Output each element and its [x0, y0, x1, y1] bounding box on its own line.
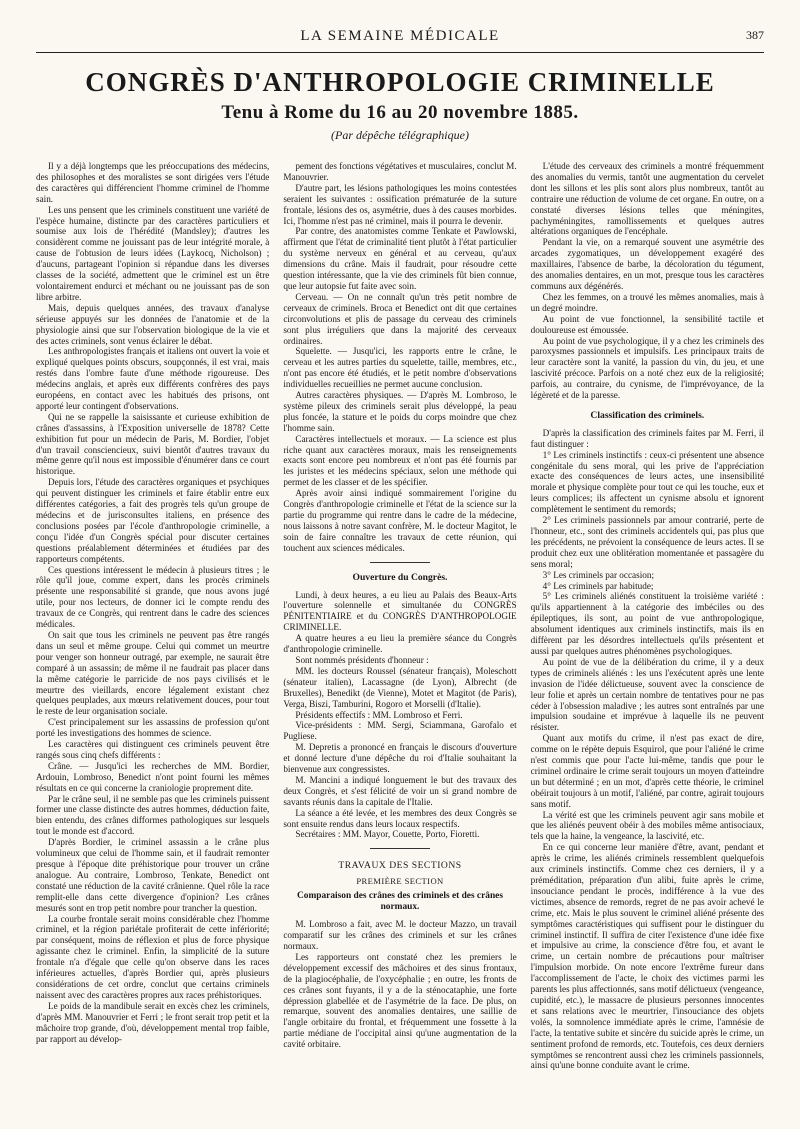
- paragraph: Le poids de la mandibule serait en excès chez les criminels, d'après MM. Manouvrier et Ferri ; le front serait trop petit et la mâchoire trop grande, d'où, développement mental trop faible, par rapport au dévelop-: [36, 1000, 270, 1044]
- heading-classification: Classification des criminels.: [590, 409, 705, 421]
- paragraph: Les anthropologistes français et italiens ont ouvert la voie et expliqué quelques points obscurs, soupçonnés, il est vrai, mais restés dans l'ombre faute d'une méthode rigoureuse. Des médecins anglais, et après eux différents confrères des pays européens, en contact avec les habitués des prisons, ont apporté leur contingent d'observations.: [36, 346, 270, 411]
- heading-section: PREMIÈRE SECTION: [356, 876, 444, 887]
- paragraph: Les uns pensent que les criminels constituent une variété de l'espèce humaine, distincte par des caractères particuliers et soumise aux lois de l'hérédité (Mandsley); d'autres les considèrent comme ne jouissant pas de leur intégrité morale, à cause de l'obtusion de leurs idées (Laykocq, Nicholson) ; d'aucuns, partageant l'opinion si répandue dans les diverses classes de la société, admettent que le criminel est un être volontairement endurci et méchant ou ne jouissant pas de son libre arbitre.: [36, 204, 270, 302]
- paragraph: Présidents effectifs : MM. Lombroso et Ferri.: [295, 709, 463, 720]
- paragraph: Crâne. — Jusqu'ici les recherches de MM. Bordier, Ardouin, Lombroso, Benedict n'ont point fourni les mêmes résultats en ce qui concerne la craniologie proprement dite.: [36, 760, 270, 793]
- paragraph: Par le crâne seul, il ne semble pas que les criminels puissent former une classe distincte des autres hommes, déduction faite, bien entendu, des crânes difformes pathologiques sur lesquels tout le monde est d'accord.: [36, 793, 270, 837]
- paragraph: Il y a déjà longtemps que les préoccupations des médecins, des philosophes et des moralistes se sont dirigées vers l'étude des caractères qui différencient l'homme criminel de l'homme sain.: [36, 161, 270, 204]
- header-rule: [36, 52, 764, 53]
- paragraph: 3° Les criminels par occasion;: [542, 569, 654, 580]
- paragraph: Au point de vue fonctionnel, la sensibilité tactile et douloureuse est émoussée.: [530, 313, 764, 335]
- comparaison-paragraphs: [283, 919, 516, 1050]
- paragraph: D'après Bordier, le criminel assassin a le crâne plus volumineux que celui de l'homme sain, et il faudrait remonter presque à l'époque dite préhistorique pour trouver un crâne analogue. Au contraire, Lombroso, Tenkate, Benedict ont constaté une réduction de la cavité crânienne. Quel rôle la race remplit-elle dans cette divergence d'opinion? Les crânes mesurés sont en trop petit nombre pour trancher la question.: [36, 837, 270, 913]
- paragraph: La vérité est que les criminels peuvent agir sans mobile et que les aliénés peuvent obéir à des mobiles même antisociaux, tels que la haine, la vengeance, la lascivité, etc.: [530, 809, 764, 842]
- running-header: [36, 28, 764, 50]
- paragraph: 1° Les criminels instinctifs : ceux-ci présentent une absence congénitale du sens moral, qui les prive de l'appréciation exacte des conséquences de leurs actes, une insensibilité morale et physique complète pour tout ce qui les touche, eux et leurs complices; ils affectent un cynisme absolu et ignorent complètement le sentiment du remords;: [530, 449, 764, 515]
- paragraph: Vice-présidents : MM. Sergi, Sciammana, Garofalo et Pugliese.: [283, 720, 517, 742]
- heading-comparaison: Comparaison des crânes des criminels et des crânes normaux.: [297, 891, 503, 913]
- paragraph: Sont nommés présidents d'honneur :: [295, 654, 429, 665]
- paragraph: Après avoir ainsi indiqué sommairement l'origine du Congrès d'anthropologie criminelle et l'état de la science sur la partie du programme qui rentre dans le cadre de la médecine, nous laissons à notre savant confrère, M. le docteur Magitot, le soin de faire connaître les travaux de cette réunion, qui touchent aux sciences médicales.: [283, 488, 517, 553]
- paragraph: M. Lombroso a fait, avec M. le docteur Mazzo, un travail comparatif sur les crânes des criminels et sur les crânes normaux.: [283, 919, 517, 951]
- journal-title: LA SEMAINE MÉDICALE: [300, 28, 500, 44]
- paragraph: Les rapporteurs ont constaté chez les premiers le développement excessif des mâchoires et des sinus frontaux, de la plagiocéphalie, de l'oxycéphalie ; en outre, les fronts de ces crânes sont fuyants, il y a de la sténocataphie, une forte dépression glabellée et de l'asymétrie de la face. De plus, on remarque, souvent des anomalies dentaires, une saillie de l'angle orbitaire du frontal, et fréquemment une fossette à la partie médiane de l'occipital ainsi qu'une augmentation de la cavité orbitaire.: [283, 951, 517, 1050]
- paragraph: Quant aux motifs du crime, il n'est pas exact de dire, comme on le répète depuis Esquirol, que pour l'aliéné le crime n'est commis que pour l'acte lui-même, tandis que pour le criminel ordinaire le crime serait toujours un moyen d'atteindre un but déterminé ; en un mot, d'après cette théorie, le criminel obéirait toujours à un motif, l'aliéné, par contre, agirait toujours sans motif.: [530, 733, 764, 809]
- paragraph: La courbe frontale serait moins considérable chez l'homme criminel, et la région pariétale profiterait de cette infériorité; par conséquent, moins de réflexion et plus de force physique agissante chez le criminel. Enfin, la simplicité de la suture frontale n'a d'égale que celle qu'on observe dans les races inférieures actuelles, d'après Bordier qui, après plusieurs considérations de cet ordre, conclut que certains criminels naissent avec des caractères propres aux races préhistoriques.: [36, 913, 270, 1000]
- paragraph: La séance a été levée, et les membres des deux Congrès se sont ensuite rendus dans leurs locaux respectifs.: [283, 807, 517, 829]
- paragraph: A quatre heures a eu lieu la première séance du Congrès d'anthropologie criminelle.: [283, 633, 517, 655]
- paragraph: M. Depretis a prononcé en français le discours d'ouverture et donné lecture d'une dépêche du roi d'Italie souhaitant la bienvenue aux congressistes.: [283, 742, 517, 775]
- paragraph: Mais, depuis quelques années, des travaux d'analyse sérieuse appuyés sur les données de l'anatomie et de la physiologie ainsi que sur l'observation biologique de la vie et des actes criminels, sont venus éclairer le débat.: [36, 302, 270, 346]
- paragraph: Au point de vue psychologique, il y a chez les criminels des paroxysmes passionnels et impulsifs. Les principaux traits de leur caractère sont la vanité, la passion du vin, du jeu, et une lascivité précoce. Parfois on a noté chez eux de la religiosité; parfois, au contraire, du cynisme, de l'imprévoyance, de la légèreté et de la paresse.: [530, 335, 764, 401]
- paragraph: Pendant la vie, on a remarqué souvent une asymétrie des arcades zygomatiques, un développement exagéré des maxillaires, l'absence de barbe, la décoloration du tégument, des anomalies dentaires, en un mot, presque tous les caractères communs aux dégénérés.: [530, 237, 764, 291]
- column-2: [283, 161, 516, 1071]
- article-title: CONGRÈS D'ANTHROPOLOGIE CRIMINELLE: [85, 67, 715, 97]
- paragraph: 2° Les criminels passionnels par amour contrarié, perte de l'honneur, etc., sont des criminels accidentels qui, pas plus que les précédents, ne prévoient la conséquence de leurs actes. Il se produit chez eux une oblitération momentanée et passagère du sens moral;: [530, 515, 764, 569]
- paragraph: En ce qui concerne leur manière d'être, avant, pendant et après le crime, les aliénés criminels ressemblent quelquefois aux criminels instinctifs. Comme chez ces derniers, il y a préméditation, préparation d'un alibi, fuite après le crime, insouciance pendant le procès, indifférence à la vue des victimes, absence de remords, regret de ne pas avoir achevé le crime, etc. Mais le plus souvent le criminel aliéné présente des symptômes caractéristiques qui suffisent pour le distinguer du criminel instinctif. Il suffira de citer l'existence d'une idée fixe et impulsive au crime, la conscience d'être fou, et avant le crime, un certain nombre de précautions pour maîtriser l'impulsion morbide. On note encore l'extrême fureur dans l'accomplissement de l'acte, le choix des victimes parmi les parents les plus affectionnés, sans motif délictueux (vengeance, cupidité, etc.), le massacre de plusieurs personnes innocentes et sans relations avec le meurtrier, l'insouciance des objets volés, la somnolence immédiate après le crime, l'amnésie de l'acte, la tentative subite et sincère du suicide après le crime, un sentiment profond de remords, etc. Toutefois, ces deux derniers symptômes se rencontrent aussi chez les criminels passionnels, ainsi qu'une bonne conduite avant le crime.: [530, 842, 764, 1071]
- article-note: (Par dépêche télégraphique): [331, 128, 469, 142]
- paragraph: Les caractères qui distinguent ces criminels peuvent être rangés sous cinq chefs différents :: [36, 739, 270, 760]
- paragraph: Au point de vue de la délibération du crime, il y a deux types de criminels aliénés : les uns l'exécutent après une lente invasion de l'idée délictueuse, souvent avec la conscience de leur folie et après un certain nombre de tentatives pour ne pas céder à l'obsession maladive ; les autres sont entraînés par une impulsion soudaine et imprévue à laquelle ils ne peuvent résister.: [530, 656, 764, 733]
- paragraph: Caractères intellectuels et moraux. — La science est plus riche quant aux caractères moraux, mais les renseignements exacts sont encore peu nombreux et n'ont pas été fournis par les juristes et les médecins spéciaux, selon une méthode qui permet de les classer et de les spécifier.: [283, 433, 517, 488]
- heading-ouverture: Ouverture du Congrès.: [352, 571, 448, 583]
- paragraph: pement des fonctions végétatives et musculaires, conclut M. Manouvrier.: [283, 161, 517, 182]
- paragraph: Qui ne se rappelle la saisissante et curieuse exhibition de crânes d'assassins, à l'Exposition universelle de 1878? Cette exhibition fut pour un médecin de Paris, M. Bordier, l'objet d'un travail consciencieux, suivi bientôt d'autres travaux du même genre qu'il nous est impossible d'énumérer dans ce court historique.: [36, 411, 270, 477]
- article-subtitle: Tenu à Rome du 16 au 20 novembre 1885.: [221, 102, 579, 123]
- paragraph: C'est principalement sur les assassins de profession qu'ont porté les investigations des hommes de science.: [36, 717, 270, 739]
- paragraph: Depuis lors, l'étude des caractères organiques et psychiques qui peuvent distinguer les criminels et faire établir entre eux différentes catégories, a fait des progrès tels qu'un groupe de médecins et de jurisconsultes italiens, en présence des conclusions posées par l'école d'anthropologie criminelle, a conçu l'idée d'un Congrès spécial pour discuter certaines questions préalablement déterminées et étudiées par des rapporteurs compétents.: [36, 477, 270, 564]
- paragraph: M. Mancini a indiqué longuement le but des travaux des deux Congrès, et s'est félicité de voir un si grand nombre de savants réunis dans la capitale de l'Italie.: [283, 774, 517, 807]
- section-separator: [370, 562, 430, 563]
- paragraph: Lundi, à deux heures, a eu lieu au Palais des Beaux-Arts l'ouverture solennelle et simultanée du CONGRÈS PÉNITENTIAIRE et du CONGRÈS D'ANTHROPOLOGIE CRIMINELLE.: [283, 589, 517, 633]
- paragraph: Squelette. — Jusqu'ici, les rapports entre le crâne, le cerveau et les autres parties du squelette, taille, membres, etc., n'ont pas encore été étudiés, et le petit nombre d'observations individuelles recueillies ne permet aucune conclusion.: [283, 346, 517, 390]
- ouverture-paragraphs: [283, 590, 516, 841]
- paragraph: D'autre part, les lésions pathologiques les moins contestées seraient les suivantes : ossification prématurée de la suture frontale, lésions des os, asymétrie, dues à des causes morbides. Ici, l'homme n'est pas né criminel, mais il pourra le devenir.: [283, 182, 517, 226]
- classification-paragraphs: [531, 428, 764, 1071]
- paragraph: Ces questions intéressent le médecin à plusieurs titres ; le rôle qu'il joue, comme expert, dans les procès criminels présente une responsabilité si grande, que nous avons jugé utile, pour nos lecteurs, de donner ici le compte rendu des travaux de ce Congrès, qui rentrent dans le cadre des sciences médicales.: [36, 564, 270, 630]
- paragraph: Chez les femmes, on a trouvé les mêmes anomalies, mais à un degré moindre.: [530, 291, 764, 313]
- column-3: [531, 161, 764, 1071]
- paragraph: Par contre, des anatomistes comme Tenkate et Pawlowski, affirment que l'état de criminalité tient plutôt à l'état particulier du système nerveux en général et au cerveau, qu'aux dimensions du crâne. Mais il faudrait, pour résoudre cette question intéressante, que la vie des criminels fût bien connue, que leur autopsie fut faite avec soin.: [283, 226, 517, 291]
- paragraph: On sait que tous les criminels ne peuvent pas être rangés dans un seul et même groupe. Celui qui commet un meurtre pour venger son honneur outragé, par exemple, ne saurait être comparé à un assassin; de même il ne faudrait pas placer dans la même catégorie le parricide de nos pays civilisés et le meurtre des vieillards, encore légalement existant chez quelques peuplades, aux mœurs relativement douces, pour tout le reste de leur organisation sociale.: [36, 629, 270, 717]
- column-3-paragraphs: [531, 161, 764, 401]
- column-1: [36, 161, 269, 1071]
- section-separator: [370, 848, 430, 849]
- paragraph: 5° Les criminels aliénés constituent la troisième variété : qu'ils appartiennent à la catégorie des imbéciles ou des épileptiques, ils sont, au point de vue anthropologique, absolument identiques aux criminels instinctifs, mais ils en diffèrent par les désordres intellectuels qu'ils présentent et aussi par quelques autres phénomènes psychologiques.: [530, 591, 764, 656]
- paragraph: MM. les docteurs Roussel (sénateur français), Moleschott (sénateur italien), Lacassagne (de Lyon), Albrecht (de Bruxelles), Benedikt (de Vienne), Motet et Magitot (de Paris), Verga, Biszi, Tamburini, Rogoro et Morselli (d'Italie).: [283, 665, 517, 709]
- heading-travaux: TRAVAUX DES SECTIONS: [338, 860, 462, 872]
- page-number: 387: [746, 28, 764, 42]
- text-columns: [36, 161, 764, 1071]
- paragraph: Secrétaires : MM. Mayor, Couette, Porto, Fioretti.: [295, 829, 480, 840]
- column-1-paragraphs: [36, 161, 269, 1044]
- column-2-paragraphs: [283, 161, 516, 554]
- paragraph: D'après la classification des criminels faites par M. Ferri, il faut distinguer :: [530, 427, 764, 449]
- paragraph: Autres caractères physiques. — D'après M. Lombroso, le système pileux des criminels serait plus développé, la peau plus foncée, la stature et le poids du corps moindre que chez l'homme sain.: [283, 390, 517, 433]
- paragraph: Cerveau. — On ne connaît qu'un très petit nombre de cerveaux de criminels. Broca et Benedict ont dit que certaines circonvolutions et plis de passage du cerveau des criminels sont plus irréguliers que dans la majorité des cerveaux ordinaires.: [283, 291, 517, 346]
- paragraph: 4° Les criminels par habitude;: [542, 580, 654, 591]
- paragraph: L'étude des cerveaux des criminels a montré fréquemment des anomalies du vermis, tantôt une augmentation du cervelet dont les sillons et les plis sont alors plus nombreux, tantôt au contraire une réduction de volume de cet organe. En outre, on a constaté diverses lésions telles que méningites, pachyméningites, ramollissements et quelques autres altérations organiques de l'encéphale.: [530, 161, 764, 237]
